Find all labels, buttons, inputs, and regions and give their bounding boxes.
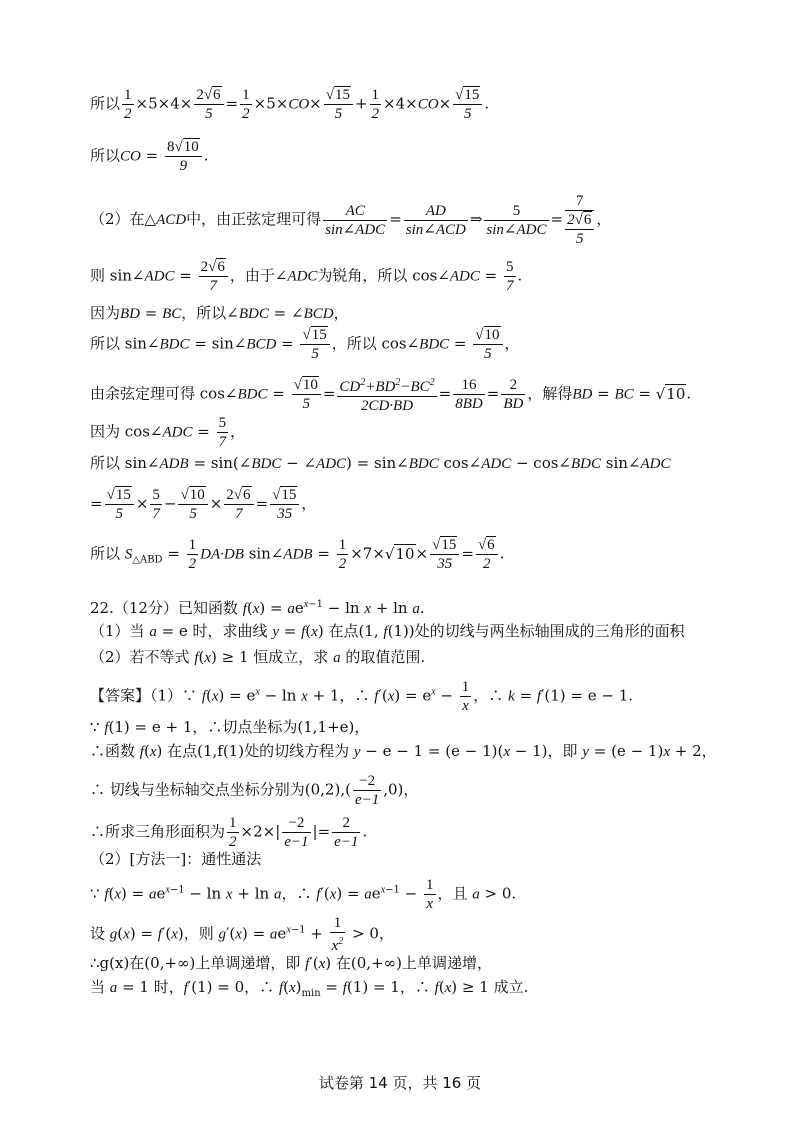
answer-line-1: 【答案】（1）∵ $f(x) = e^x - \ln x + 1$，∴ $f'(x) = e^x$ − $\frac{1}{x}$ ，∴ k = f′(1) = e − 1. (90, 679, 634, 714)
proof-line-5: 因为BD = BC，所以∠BDC = ∠BCD， (90, 304, 349, 322)
proof-line-9: 所以 sin∠ADB = sin(∠BDC − ∠ADC) = sin∠BDC cos∠ADC − cos∠BDC sin∠ADC (90, 454, 671, 472)
proof-line-11: 所以 $S_{\triangle ABD}$ = $\frac{1}{2}$ DA·DB sin∠ADB = $\frac{1}{2}$ ×7×√10× $\frac{√15}{35}$ = $\frac{√6}{2}$ . (90, 537, 505, 572)
answer-line-8: 设 g(x) = f′(x)，则 $g'(x) = ae^{x-1}$ + $\frac{1}{x^2}$ > 0， (90, 915, 394, 954)
answer-line-2: ∵ f(1) = e + 1，∴切点坐标为(1,1+e)， (90, 718, 370, 736)
proof-line-8: 因为 cos∠ADC = $\frac{5}{7}$ ， (90, 415, 246, 450)
proof-line-3: （2）在△ACD中，由正弦定理可得 $\frac{AC}{\text{sin∠ADC}}$ = $\frac{AD}{\text{sin∠ACD}}$ ⇒ $\frac{5}{\text{sin∠ADC}}$ = 7 2√6 5 ， (90, 193, 612, 247)
answer-line-6: （2）[方法一]：通性通法 (90, 850, 262, 868)
proof-line-7: 由余弦定理可得 cos∠BDC = $\frac{√10}{5}$ = $\frac{CD^2+BD^2-BC^2}{2CD\cdot BD}$ = $\frac{16}{8BD}$ = $\frac{2}{BD}$ ，解得BD = BC = √10. (90, 374, 740, 415)
answer-line-5: ∴所求三角形面积为 $\frac{1}{2}$ ×2×| $\frac{-2}{e-1}$ |= $\frac{2}{e-1}$ . (90, 815, 368, 850)
answer-line-3: ∴函数 f(x) 在点(1,f(1)处的切线方程为 y − e − 1 = (e − 1)(x − 1)，即 y = (e − 1)x + 2， (90, 742, 717, 760)
proof-line-4: 则 sin∠ADC = $\frac{2√6}{7}$ ，由于∠ADC为锐角，所以 cos∠ADC = $\frac{5}{7}$ . (90, 259, 523, 294)
answer-line-7: ∵ $f(x) = ae^{x-1} - \ln x + \ln a$，∴ $f'(x) = ae^{x-1}$ − $\frac{1}{x}$ ，且 a > 0. (90, 877, 517, 912)
proof-line-2: 所以CO = $\frac{8√10}{9}$ . (90, 139, 209, 174)
proof-line-1: 所以 $\frac{1}{2}$ ×5×4× $\frac{2√6}{5}$ = $\frac{1}{2}$ ×5×CO× $\frac{√15}{5}$ + $\frac{1}{2}$ ×4×CO× $\frac{√15}{5}$ . (90, 87, 490, 122)
answer-line-9: ∴g(x)在(0,+∞)上单调递增，即 f′(x) 在(0,+∞)上单调递增， (90, 954, 492, 972)
problem-22-q1: （1）当 a = e 时，求曲线 y = f(x) 在点(1, f(1))处的切线与两坐标轴围成的三角形的面积 (90, 622, 685, 640)
problem-22-header: 22.（12分）已知函数 $f(x) = ae^{x-1} - \ln x + \ln a$. (90, 599, 425, 617)
page-footer: 试卷第 14 页，共 16 页 (318, 1074, 482, 1092)
answer-line-10: 当 a = 1 时，f′(1) = 0，∴ $f(x)_{min} = f(1) = 1$，∴ f(x) ≥ 1 成立. (90, 978, 529, 999)
problem-22-q2: （2）若不等式 f(x) ≥ 1 恒成立，求 a 的取值范围. (90, 648, 426, 666)
answer-line-4: ∴ 切线与坐标轴交点坐标分别为(0,2),( $\frac{-2}{e-1}$ ,0)， (90, 773, 419, 808)
proof-line-10: = $\frac{√15}{5}$ × $\frac{5}{7}$ − $\frac{√10}{5}$ × $\frac{2√6}{7}$ = $\frac{√15}{35}$ ， (90, 487, 317, 522)
proof-line-6: 所以 sin∠BDC = sin∠BCD = $\frac{√15}{5}$ ，所以 cos∠BDC = $\frac{√10}{5}$ ， (90, 327, 520, 362)
